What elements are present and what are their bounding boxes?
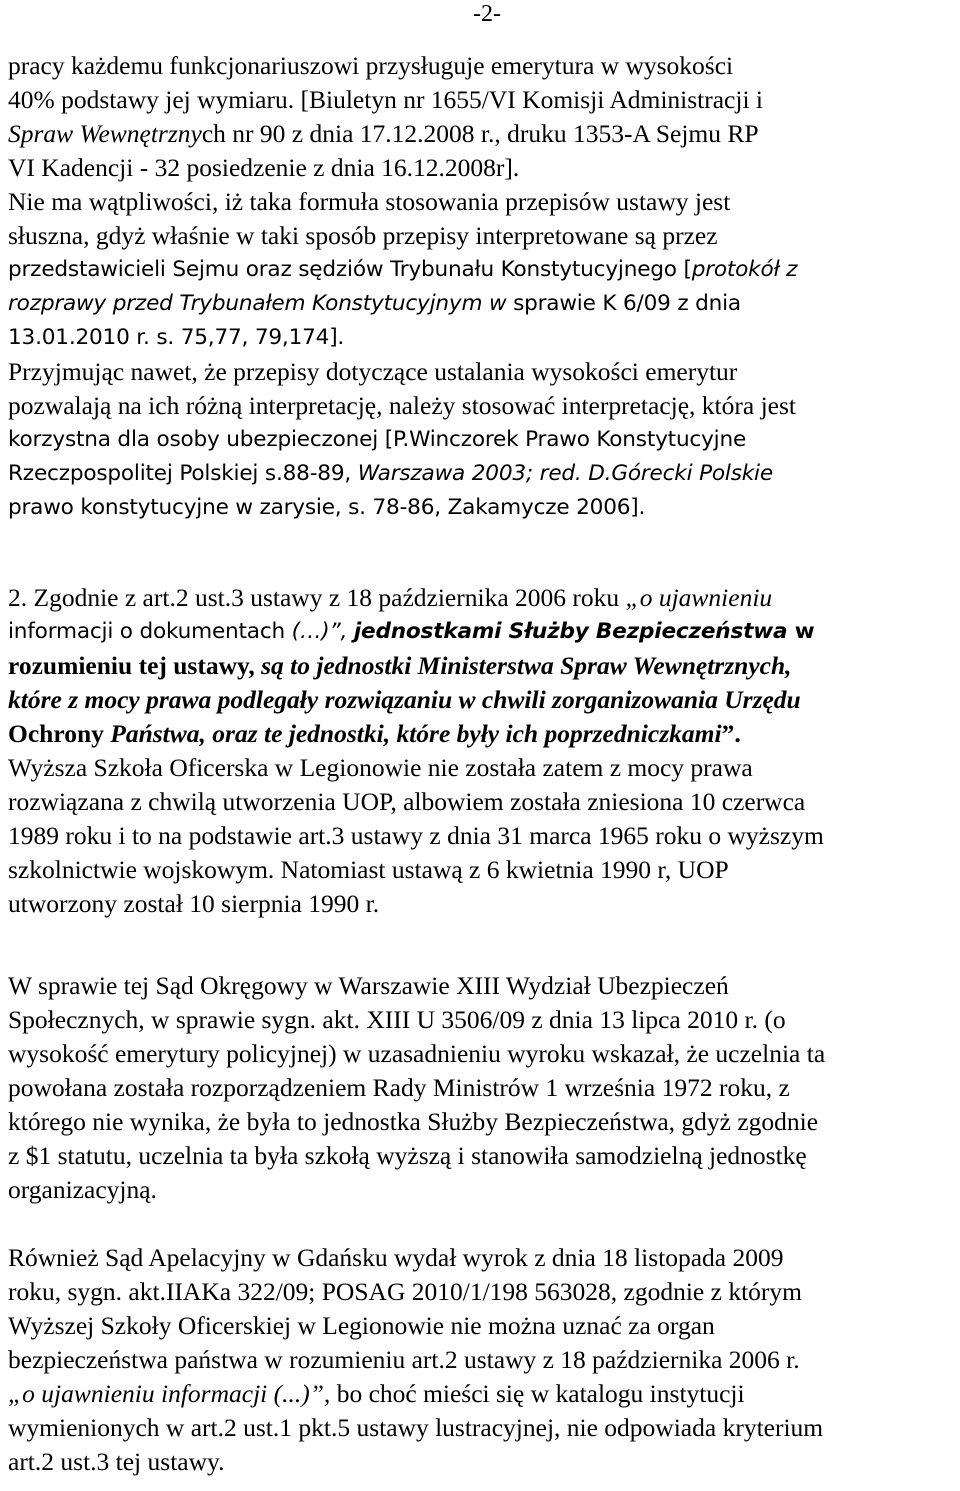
text-run: informacji o dokumentach (8, 619, 292, 644)
text-line (8, 1004, 786, 1036)
text-run: Państwa, oraz te jednostki, które były ich poprzedniczkami (110, 719, 722, 748)
text-run: Rzeczpospolitej Polskiej s.88-89, (8, 461, 358, 486)
text-run: Przyjmując nawet, że przepisy dotyczące ustalania wysokości emerytur (8, 357, 738, 386)
text-line (8, 1276, 802, 1308)
text-line (8, 786, 805, 818)
text-run: są to jednostki Ministerstwa Spraw Wewnętrznych, (261, 651, 792, 680)
text-line (8, 650, 792, 682)
text-run: słuszna, gdyż właśnie w taki sposób przepisy interpretowane są przez (8, 221, 718, 250)
page-number: -2- (473, 1, 501, 27)
text-run: Wyższej Szkoły Oficerskiej w Legionowie nie można uznać za organ (8, 1311, 715, 1340)
text-line (8, 1378, 745, 1410)
text-run: które z mocy prawa podlegały rozwiązaniu w chwili zorganizowania Urzędu (8, 685, 801, 714)
text-run: 2. Zgodnie z art.2 ust.3 ustawy z 18 października 2006 roku (8, 583, 626, 612)
text-run: Społecznych, w sprawie sygn. akt. XIII U 3506/09 z dnia 13 lipca 2010 r. (o (8, 1005, 786, 1034)
text-run: pracy każdemu funkcjonariuszowi przysługuje emerytura w wysokości (8, 51, 734, 80)
text-line (8, 582, 772, 614)
text-line (8, 1174, 157, 1206)
text-line (8, 1310, 715, 1342)
text-run: bezpieczeństwa państwa w rozumieniu art.2 ustawy z 18 października 2006 r. (8, 1345, 800, 1374)
text-line (8, 186, 730, 218)
text-line (8, 152, 519, 184)
text-run: Wyższa Szkoła Oficerska w Legionowie nie została zatem z mocy prawa (8, 753, 753, 782)
text-line (8, 752, 753, 784)
text-line (8, 616, 814, 648)
text-run: W sprawie tej Sąd Okręgowy w Warszawie XIII Wydział Ubezpieczeń (8, 971, 729, 1000)
text-line (8, 1446, 224, 1478)
text-run: wysokość emerytury policyjnej) w uzasadnieniu wyroku wskazał, że uczelnia ta (8, 1039, 826, 1068)
text-run: Ochrony (8, 719, 111, 748)
text-line (8, 492, 645, 524)
text-line (8, 50, 733, 82)
text-line (8, 970, 729, 1002)
text-run: wymienionych w art.2 ust.1 pkt.5 ustawy lustracyjnej, nie odpowiada kryterium (8, 1413, 824, 1442)
text-run: sprawie K 6/09 z dnia (506, 291, 741, 316)
text-line (8, 684, 801, 716)
text-line (8, 288, 741, 320)
text-run: protokół z (691, 257, 798, 282)
text-run: Nie ma wątpliwości, iż taka formuła stosowania przepisów ustawy jest (8, 187, 731, 216)
text-run: 1989 roku i to na podstawie art.3 ustawy z dnia 31 marca 1965 roku o wyższym (8, 821, 824, 850)
text-line (8, 118, 759, 150)
text-run: (…)”, (291, 619, 354, 644)
text-line (8, 820, 824, 852)
text-run: 13.01.2010 r. s. 75,77, 79,174]. (8, 325, 345, 350)
text-run: utworzony został 10 sierpnia 1990 r. (8, 889, 380, 918)
text-line (8, 1140, 807, 1172)
text-line (8, 84, 763, 116)
text-line (8, 888, 379, 920)
text-line (8, 322, 344, 354)
text-run: Spraw Wewnętrzny (8, 119, 202, 148)
text-line (8, 718, 741, 750)
text-run: 40% podstawy jej wymiaru. [Biuletyn nr 1655/VI Komisji Administracji i (8, 85, 764, 114)
text-run: rozwiązana z chwilą utworzenia UOP, albowiem została zniesiona 10 czerwca (8, 787, 806, 816)
text-line (8, 1242, 783, 1274)
text-run: Warszawa 2003; red. D.Górecki Polskie (357, 461, 773, 486)
text-run: powołana została rozporządzeniem Rady Ministrów 1 września 1972 roku, z (8, 1073, 790, 1102)
text-run: Również Sąd Apelacyjny w Gdańsku wydał wyrok z dnia 18 listopada 2009 (8, 1243, 784, 1272)
text-run: ”. (721, 719, 741, 748)
text-line (8, 1412, 823, 1444)
text-line (8, 390, 796, 422)
text-run: VI Kadencji - 32 posiedzenie z dnia 16.12.2008r]. (8, 153, 520, 182)
text-line (8, 1106, 818, 1138)
text-run: bo choć mieści się w katalogu instytucji (330, 1379, 745, 1408)
text-run: „o ujawnieniu (625, 583, 773, 612)
text-line (8, 1038, 825, 1070)
text-run: prawo konstytucyjne w zarysie, s. 78-86, Zakamycze 2006]. (8, 495, 646, 520)
text-run: art.2 ust.3 tej ustawy. (8, 1447, 225, 1476)
text-run: przedstawicieli Sejmu oraz sędziów Trybunału Konstytucyjnego [ (8, 257, 692, 282)
text-run: jednostkami Służby Bezpieczeństwa (353, 619, 788, 644)
text-line (8, 1344, 800, 1376)
text-line (8, 424, 746, 456)
text-run: ch nr 90 z dnia 17.12.2008 r., druku 1353-A Sejmu RP (201, 119, 759, 148)
text-line (8, 220, 718, 252)
text-run: rozprawy przed Trybunałem Konstytucyjnym w (8, 291, 507, 316)
text-line (8, 854, 729, 886)
text-run: którego nie wynika, że była to jednostka Służby Bezpieczeństwa, gdyż zgodnie (8, 1107, 819, 1136)
text-run: w (787, 619, 815, 644)
text-run: pozwalają na ich różną interpretację, należy stosować interpretację, która jest (8, 391, 796, 420)
text-line (8, 1072, 790, 1104)
text-run: korzystna dla osoby ubezpieczonej [P.Winczorek Prawo Konstytucyjne (8, 427, 747, 452)
text-run: roku, sygn. akt.IIAKa 322/09; POSAG 2010/1/198 563028, zgodnie z którym (8, 1277, 802, 1306)
text-run: organizacyjną. (8, 1175, 157, 1204)
text-run: szkolnictwie wojskowym. Natomiast ustawą z 6 kwietnia 1990 r, UOP (8, 855, 729, 884)
text-run: „o ujawnieniu informacji (...)”, (8, 1379, 331, 1408)
text-run: rozumieniu tej ustawy, (8, 651, 262, 680)
text-run: z $1 statutu, uczelnia ta była szkołą wyższą i stanowiła samodzielną jednostkę (8, 1141, 807, 1170)
text-line (8, 356, 737, 388)
text-line (8, 254, 797, 286)
text-line (8, 458, 773, 490)
